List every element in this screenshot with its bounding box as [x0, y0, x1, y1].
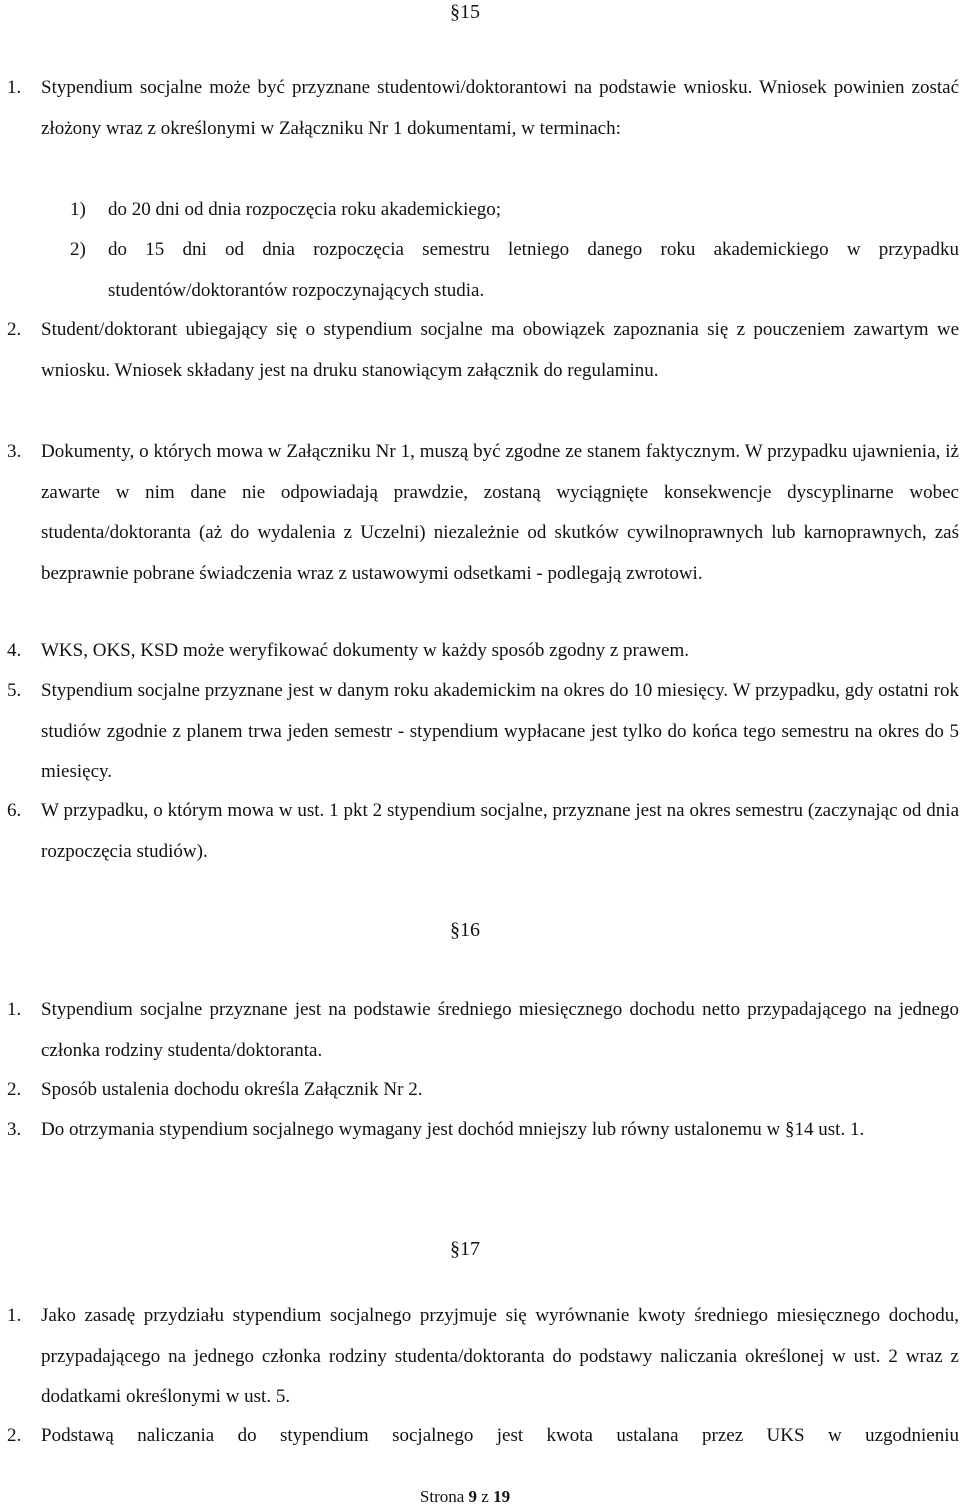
- paragraph-number: 4.: [7, 640, 22, 661]
- paragraph-15-5: [7, 671, 959, 793]
- paragraph-number: 3.: [7, 1119, 22, 1140]
- list-item-number: 1): [70, 199, 86, 220]
- section-heading-16: §16: [450, 919, 480, 941]
- paragraph-15-4: [7, 631, 959, 672]
- paragraph-text: WKS, OKS, KSD może weryfikować dokumenty w każdy sposób zgodny z prawem.: [41, 640, 689, 661]
- list-item-number: 2): [70, 239, 86, 260]
- paragraph-16-3: [7, 1110, 959, 1151]
- paragraph-17-1: [7, 1296, 959, 1418]
- section-heading-15: §15: [450, 1, 480, 23]
- paragraph-16-2: [7, 1070, 959, 1111]
- paragraph-16-1: [7, 990, 959, 1071]
- section-heading-17: §17: [450, 1238, 480, 1260]
- footer-label: Strona: [419, 1487, 465, 1506]
- paragraph-text: Sposób ustalenia dochodu określa Załącznik Nr 2.: [41, 1079, 423, 1100]
- footer-page-total: 19: [493, 1487, 511, 1506]
- paragraph-text: W przypadku, o którym mowa w ust. 1 pkt 2 stypendium socjalne, przyznane jest na okres semestru (zaczynając od dnia rozpoczęcia studiów).: [41, 800, 959, 862]
- footer-page-number: 9: [468, 1487, 478, 1506]
- paragraph-text: Podstawą naliczania do stypendium socjalnego jest kwota ustalana przez UKS w uzgodnieniu: [41, 1425, 959, 1446]
- list-item-15-1-1: [70, 190, 959, 231]
- page-footer: [0, 1486, 930, 1508]
- paragraph-text: Student/doktorant ubiegający się o stypendium socjalne ma obowiązek zapoznania się z pouczeniem zawartym we wniosku. Wniosek składany jest na druku stanowiącym załącznik do regulaminu.: [41, 319, 959, 381]
- paragraph-number: 1.: [7, 77, 22, 98]
- paragraph-text: Dokumenty, o których mowa w Załączniku Nr 1, muszą być zgodne ze stanem faktycznym. W przypadku ujawnienia, iż zawarte w nim dane nie odpowiadają prawdzie, zostaną wyciągnięte konsekwencje dyscyplinarne wobec studenta/doktoranta (aż do wydalenia z Uczelni) niezależnie od skutków cywilnoprawnych lub karnoprawnych, zaś bezprawnie pobrane świadczenia wraz z ustawowymi odsetkami - podlegają zwrotowi.: [41, 441, 959, 584]
- paragraph-15-2: [7, 310, 959, 391]
- paragraph-15-3: [7, 432, 959, 594]
- paragraph-number: 1.: [7, 999, 22, 1020]
- paragraph-number: 6.: [7, 800, 22, 821]
- paragraph-15-1: [7, 68, 959, 149]
- paragraph-number: 2.: [7, 1425, 22, 1446]
- paragraph-15-6: [7, 791, 959, 872]
- paragraph-number: 3.: [7, 441, 22, 462]
- paragraph-number: 2.: [7, 319, 22, 340]
- paragraph-text: Stypendium socjalne może być przyznane studentowi/doktorantowi na podstawie wniosku. Wniosek powinien zostać złożony wraz z określonymi w Załączniku Nr 1 dokumentami, w terminach:: [41, 77, 959, 139]
- paragraph-text: Stypendium socjalne przyznane jest w danym roku akademickim na okres do 10 miesięcy. W przypadku, gdy ostatni rok studiów zgodnie z planem trwa jeden semestr - stypendium wypłacane jest tylko do końca tego semestru na okres do 5 miesięcy.: [41, 680, 959, 782]
- paragraph-number: 2.: [7, 1079, 22, 1100]
- list-item-text: do 20 dni od dnia rozpoczęcia roku akademickiego;: [108, 199, 502, 220]
- paragraph-text: Stypendium socjalne przyznane jest na podstawie średniego miesięcznego dochodu netto przypadającego na jednego członka rodziny studenta/doktoranta.: [41, 999, 959, 1061]
- paragraph-17-2: [7, 1416, 959, 1457]
- footer-of: z: [481, 1487, 489, 1506]
- list-item-15-1-2: [70, 230, 959, 311]
- paragraph-number: 5.: [7, 680, 22, 701]
- list-item-text: do 15 dni od dnia rozpoczęcia semestru letniego danego roku akademickiego w przypadku studentów/doktorantów rozpoczynających studia.: [108, 239, 959, 301]
- paragraph-text: Do otrzymania stypendium socjalnego wymagany jest dochód mniejszy lub równy ustalonemu w §14 ust. 1.: [41, 1119, 865, 1140]
- paragraph-number: 1.: [7, 1305, 22, 1326]
- paragraph-text: Jako zasadę przydziału stypendium socjalnego przyjmuje się wyrównanie kwoty średniego miesięcznego dochodu, przypadającego na jednego członka rodziny studenta/doktoranta do podstawy naliczania określonej w ust. 2 wraz z dodatkami określonymi w ust. 5.: [41, 1305, 959, 1407]
